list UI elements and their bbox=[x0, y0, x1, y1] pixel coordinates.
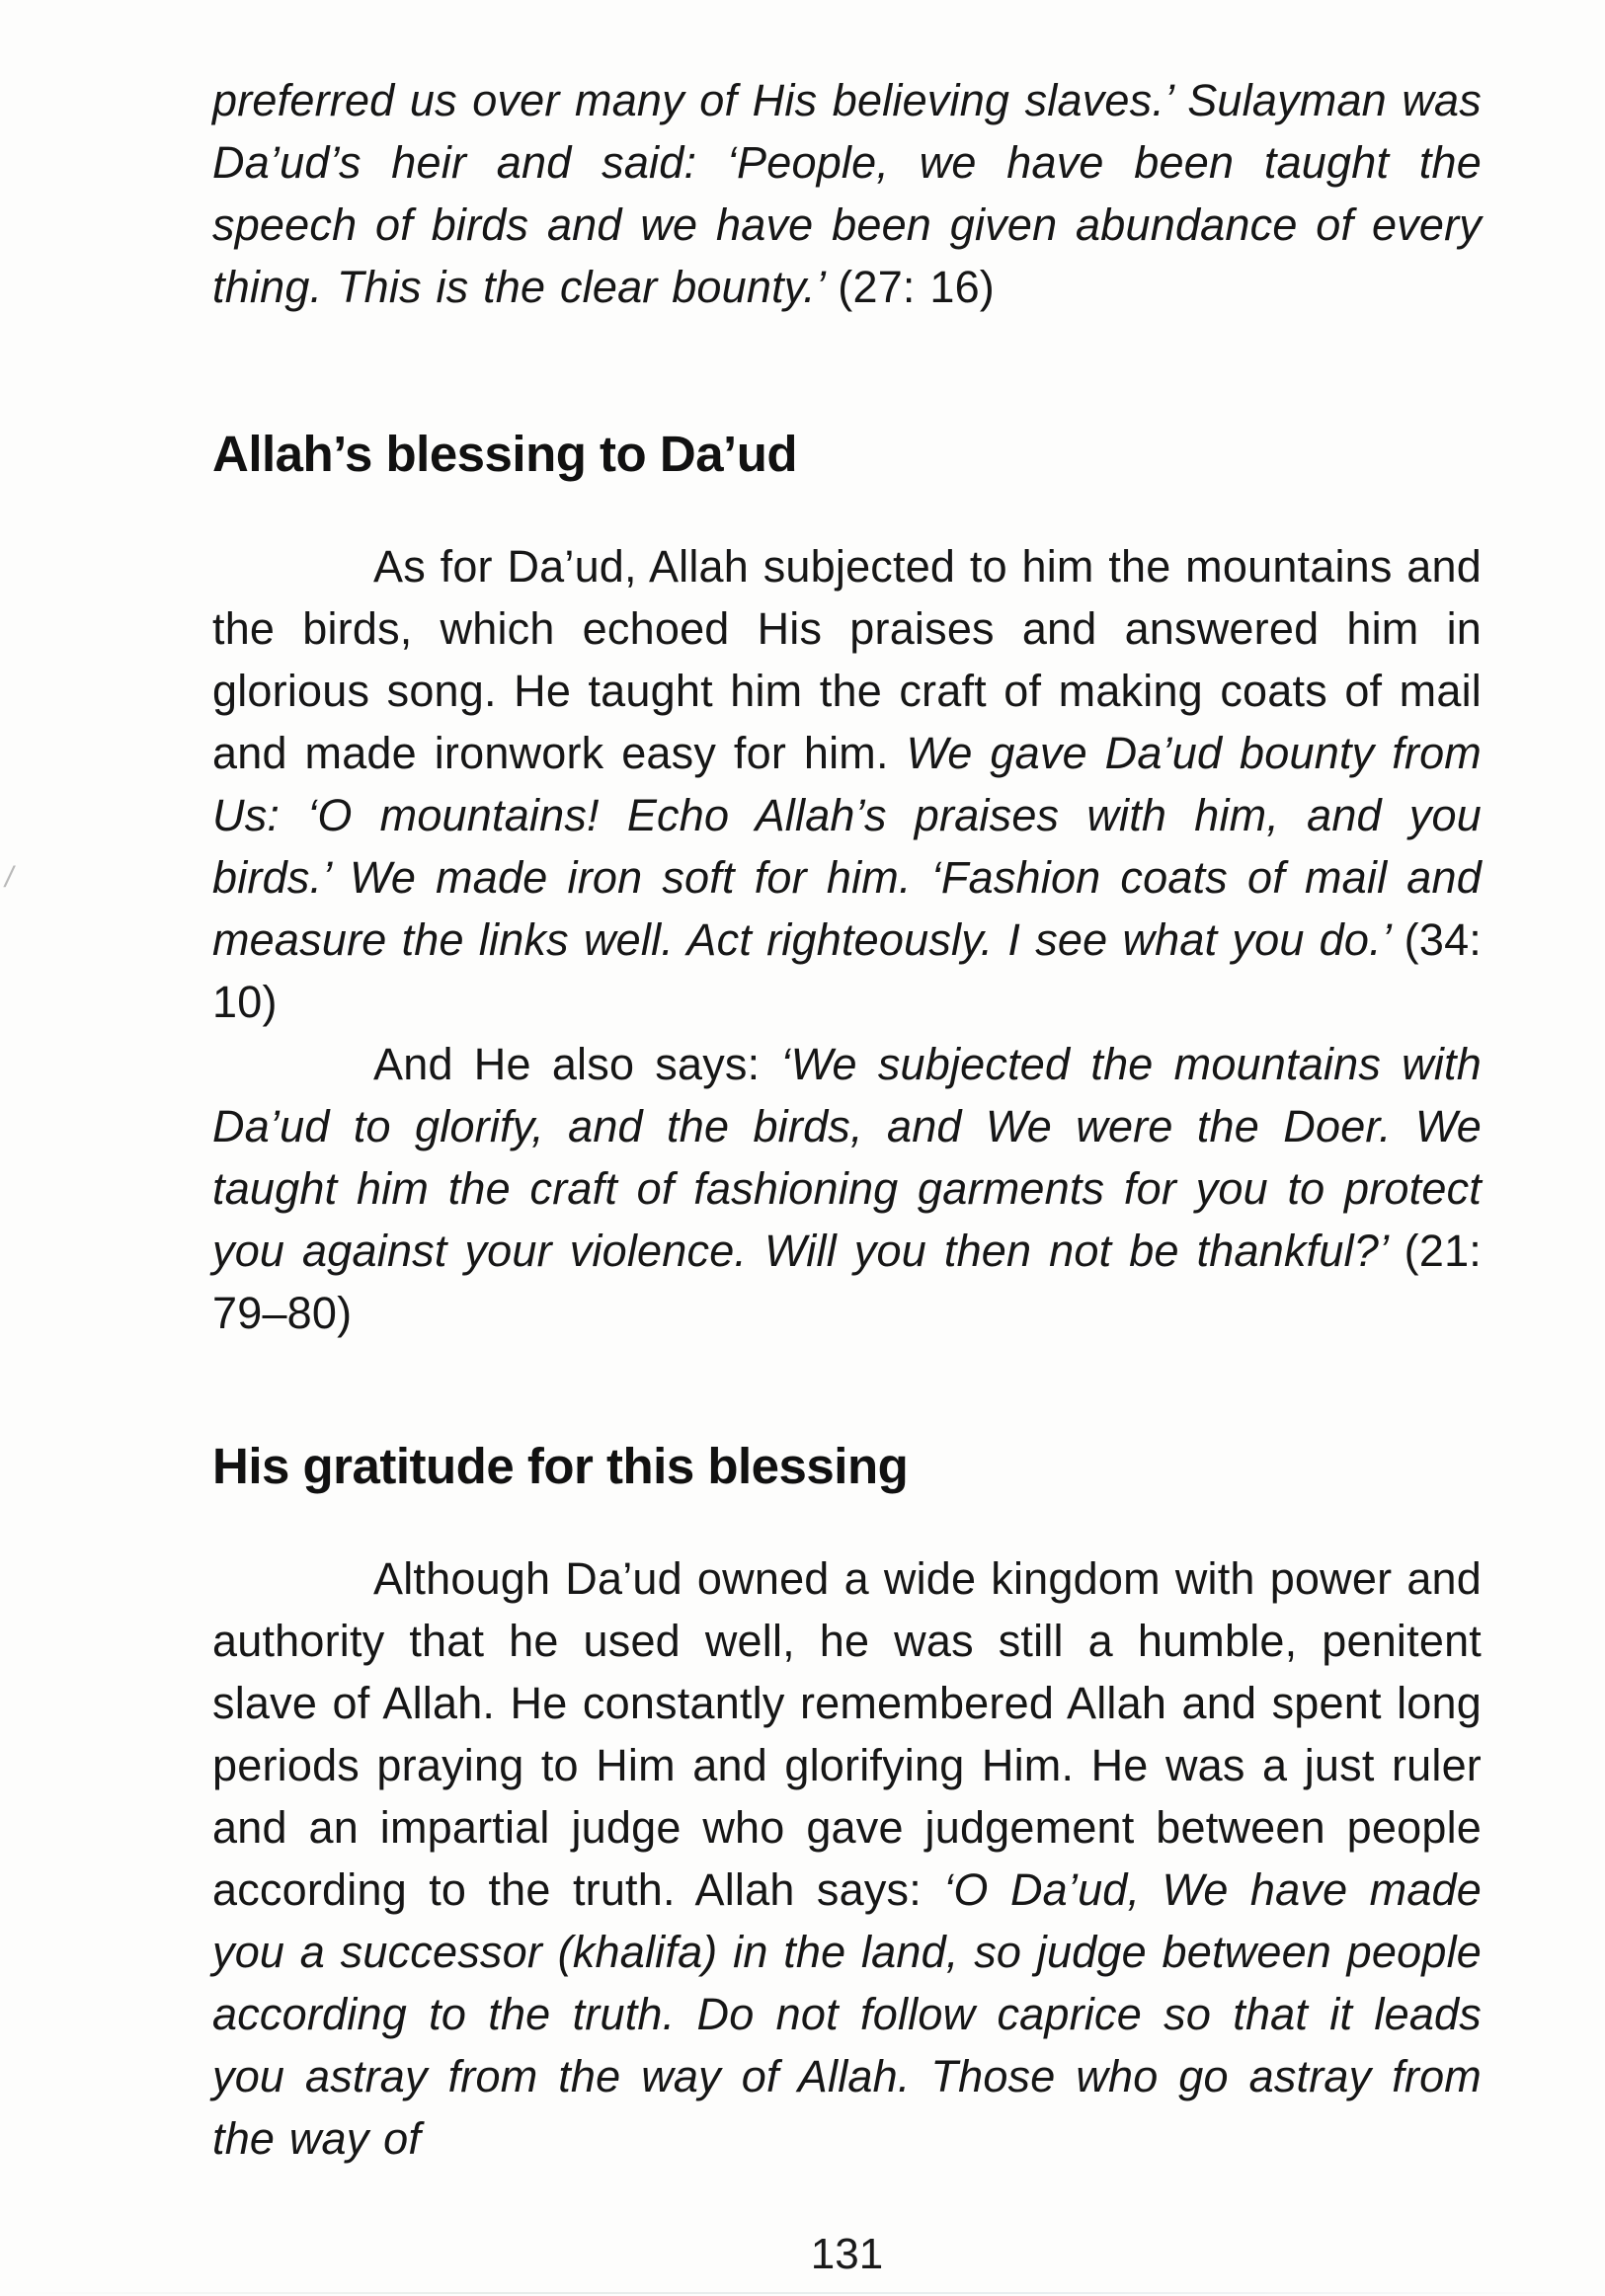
italic-text-segment: ‘O Da’ud, We have made you a successor (khalifa) in the land, so judge between people according to the truth. Do not follow caprice so that it leads you astray from the way of Allah. Those who go astray from the way of bbox=[212, 1864, 1482, 2164]
roman-text-segment: As for Da’ud, Allah subjected to him the mountains and the birds, which echoed His praises and answered him in glorious song. He taught him the craft of making coats of mail and made ironwork easy for him. bbox=[212, 541, 1482, 778]
roman-text-segment: (21: 79–80) bbox=[212, 1226, 1482, 1338]
paragraph bbox=[212, 1547, 1482, 2170]
scan-edge-line bbox=[0, 2292, 1605, 2294]
roman-text-segment: (34: 10) bbox=[212, 914, 1482, 1027]
italic-text-segment: ‘We subjected the mountains with Da’ud to glorify, and the birds, and We were the Doer. We taught him the craft of fashioning garments for you to protect you against your violence. Will you then not be thankful?’ bbox=[212, 1039, 1482, 1276]
paragraph bbox=[212, 1033, 1482, 1344]
paragraph bbox=[212, 69, 1482, 318]
italic-text-segment: preferred us over many of His believing slaves.’ Sulayman was Da’ud’s heir and said: ‘People, we have been taught the speech of birds and we have been given abundance of every thing. This is the clear bounty.’ bbox=[212, 75, 1482, 312]
roman-text-segment: And He also says: bbox=[373, 1039, 781, 1089]
paragraph bbox=[212, 535, 1482, 1033]
scan-artifact-mark: / bbox=[5, 861, 14, 894]
section-heading: Allah’s blessing to Da’ud bbox=[212, 426, 798, 482]
roman-text-segment: (27: 16) bbox=[838, 262, 995, 312]
page-number: 131 bbox=[810, 2230, 884, 2278]
roman-text-segment: Although Da’ud owned a wide kingdom with power and authority that he used well, he was still a humble, penitent slave of Allah. He constantly remembered Allah and spent long periods praying to Him and glorifying Him. He was a just ruler and an impartial judge who gave judgement between people according to the truth. Allah says: bbox=[212, 1553, 1482, 1915]
page-content bbox=[212, 69, 1482, 2284]
section-heading: His gratitude for this blessing bbox=[212, 1438, 909, 1494]
italic-text-segment: We gave Da’ud bounty from Us: ‘O mountains! Echo Allah’s praises with him, and you birds.’ We made iron soft for him. ‘Fashion coats of mail and measure the links well. Act righteously. I see what you do.’ bbox=[212, 728, 1482, 965]
